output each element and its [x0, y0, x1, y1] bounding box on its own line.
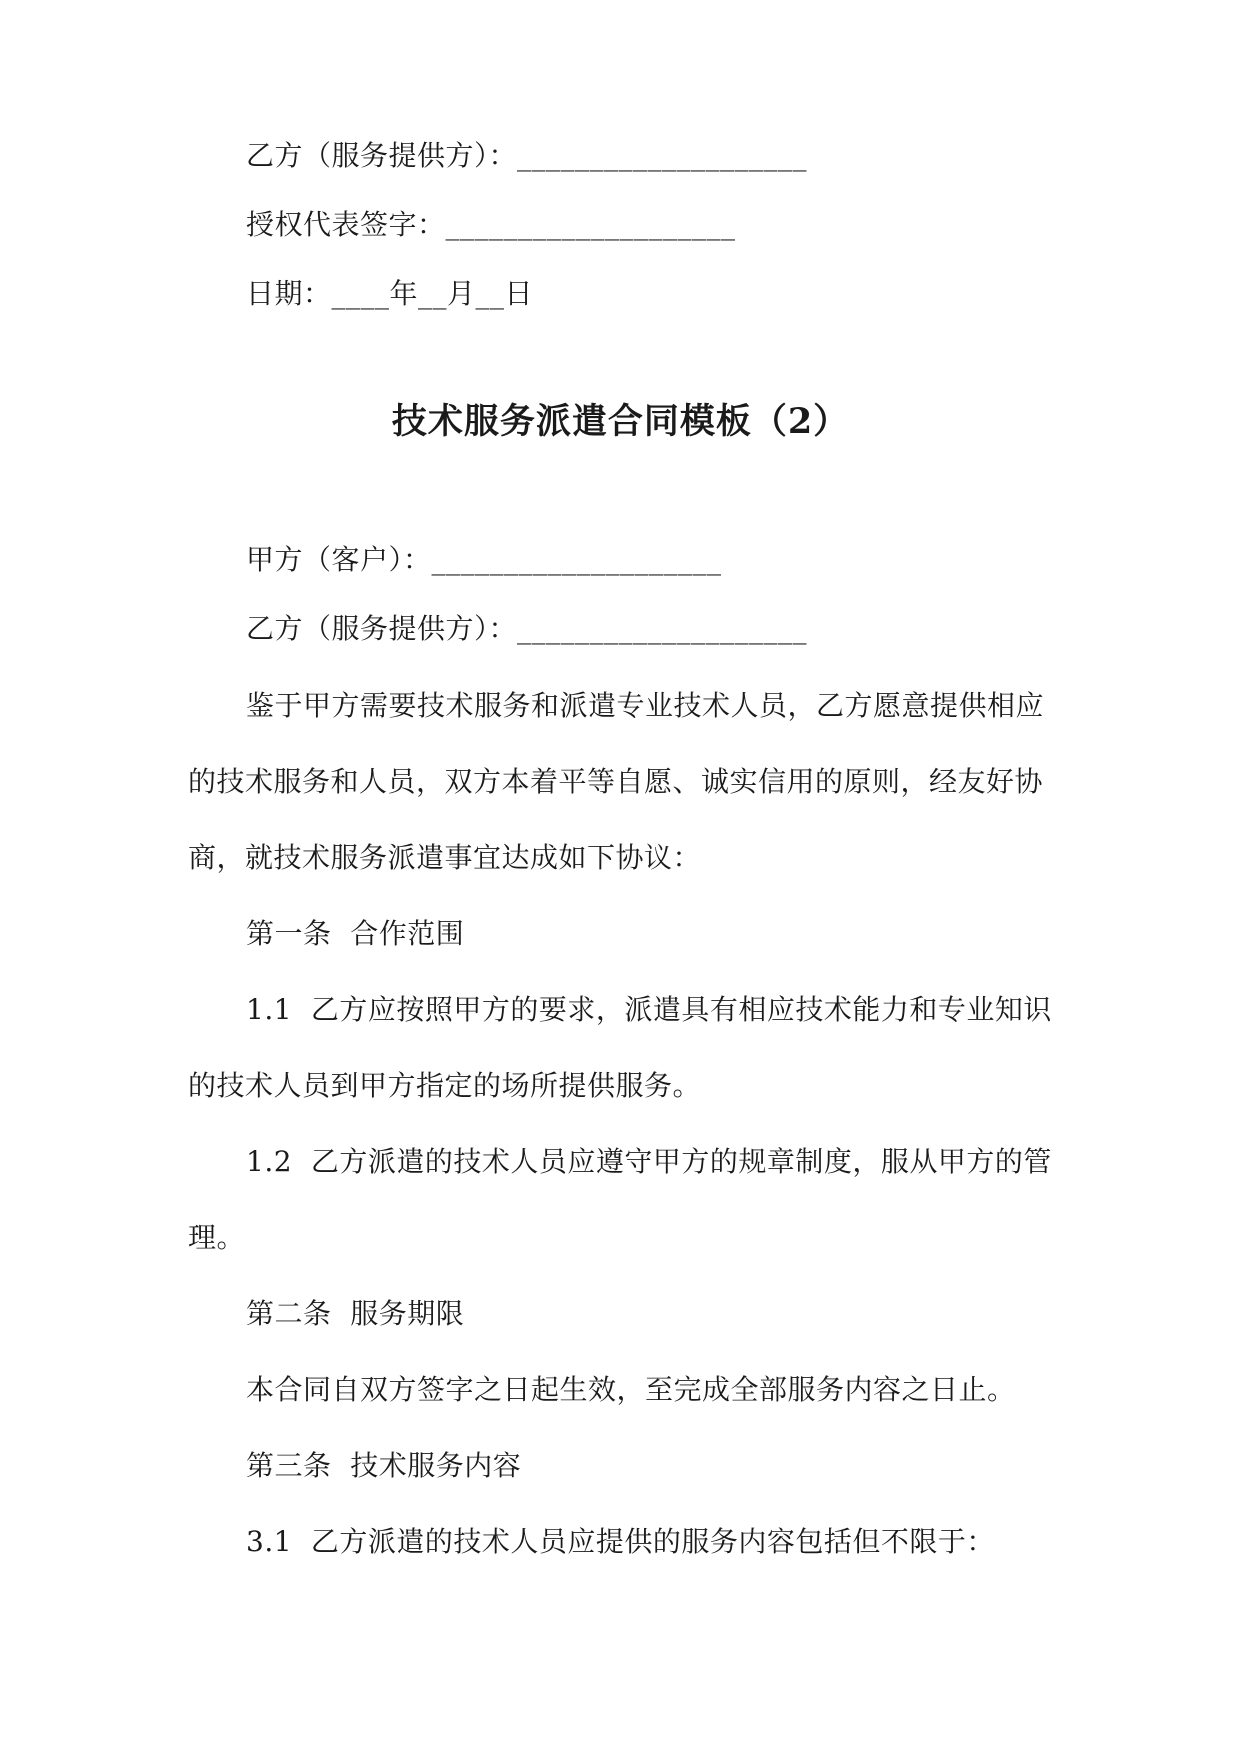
- article-1-heading: 第一条 合作范围: [246, 917, 465, 950]
- party-a-line: 甲方（客户）：____________________: [246, 543, 722, 576]
- preamble-line-2: 的技术服务和人员，双方本着平等自愿、诚实信用的原则，经友好协: [188, 765, 1044, 798]
- date-line: 日期：____年__月__日: [246, 277, 534, 310]
- authorized-signature-line: 授权代表签字：____________________: [246, 208, 736, 241]
- article-2-text: 本合同自双方签字之日起生效，至完成全部服务内容之日止。: [246, 1373, 1016, 1406]
- clause-1-1-line-2: 的技术人员到甲方指定的场所提供服务。: [188, 1069, 702, 1102]
- clause-1-1-line-1: 1.1 乙方应按照甲方的要求，派遣具有相应技术能力和专业知识: [246, 993, 1052, 1026]
- signature-party-b: 乙方（服务提供方）：____________________: [246, 139, 808, 172]
- preamble-line-3: 商，就技术服务派遣事宜达成如下协议：: [188, 841, 702, 874]
- clause-1-2-line-2: 理。: [188, 1221, 246, 1254]
- clause-1-2-line-1: 1.2 乙方派遣的技术人员应遵守甲方的规章制度，服从甲方的管: [246, 1145, 1052, 1178]
- article-2-heading: 第二条 服务期限: [246, 1297, 465, 1330]
- party-b-line: 乙方（服务提供方）：____________________: [246, 612, 808, 645]
- preamble-line-1: 鉴于甲方需要技术服务和派遣专业技术人员，乙方愿意提供相应: [246, 689, 1045, 722]
- document-title: 技术服务派遣合同模板（2）: [391, 401, 850, 442]
- clause-3-1: 3.1 乙方派遣的技术人员应提供的服务内容包括但不限于：: [246, 1525, 995, 1558]
- article-3-heading: 第三条 技术服务内容: [246, 1449, 522, 1482]
